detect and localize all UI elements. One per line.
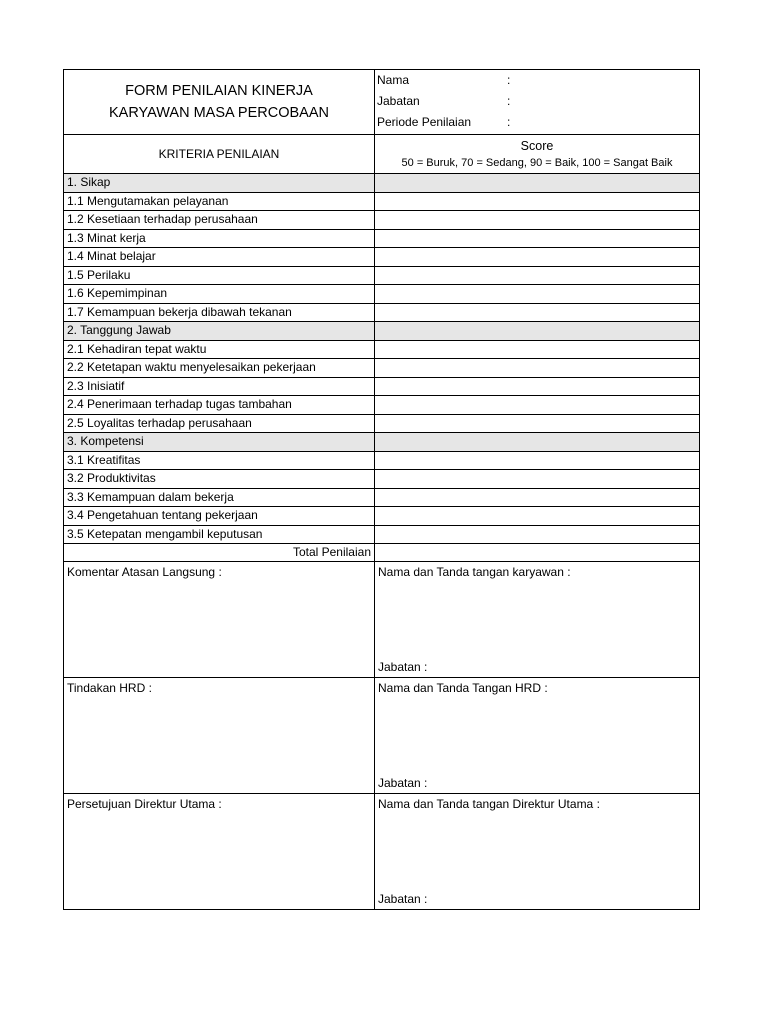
info-separator: : xyxy=(507,73,511,87)
score-cell[interactable] xyxy=(375,211,700,230)
jabatan-label: Jabatan : xyxy=(378,892,428,906)
info-label: Periode Penilaian xyxy=(377,115,472,129)
approval-row xyxy=(64,794,700,910)
approval-row xyxy=(64,678,700,794)
section-label: 1. Sikap xyxy=(64,174,375,193)
score-cell[interactable] xyxy=(375,507,700,526)
score-cell[interactable] xyxy=(375,359,700,378)
score-title: Score xyxy=(520,139,554,153)
criteria-row xyxy=(64,377,700,396)
form-title xyxy=(64,70,375,135)
section-label: 2. Tanggung Jawab xyxy=(64,322,375,341)
criteria-row xyxy=(64,192,700,211)
score-cell xyxy=(375,433,700,452)
score-cell[interactable] xyxy=(375,396,700,415)
signature-box[interactable] xyxy=(375,678,700,794)
section-row xyxy=(64,322,700,341)
score-cell[interactable] xyxy=(375,470,700,489)
score-cell[interactable] xyxy=(375,266,700,285)
approval-row xyxy=(64,562,700,678)
criteria-label: 3.2 Produktivitas xyxy=(64,470,375,489)
criteria-label: 3.3 Kemampuan dalam bekerja xyxy=(64,488,375,507)
criteria-row xyxy=(64,266,700,285)
score-cell[interactable] xyxy=(375,525,700,544)
info-separator: : xyxy=(507,94,511,108)
criteria-row xyxy=(64,414,700,433)
section-row xyxy=(64,174,700,193)
criteria-row xyxy=(64,488,700,507)
criteria-label: 1.2 Kesetiaan terhadap perusahaan xyxy=(64,211,375,230)
criteria-row xyxy=(64,229,700,248)
criteria-label: 1.5 Perilaku xyxy=(64,266,375,285)
criteria-header: KRITERIA PENILAIAN xyxy=(64,135,375,174)
criteria-row xyxy=(64,525,700,544)
criteria-label: 2.2 Ketetapan waktu menyelesaikan pekerjaan xyxy=(64,359,375,378)
column-header-row xyxy=(64,135,700,174)
score-cell[interactable] xyxy=(375,229,700,248)
signature-label: Nama dan Tanda tangan Direktur Utama : xyxy=(378,797,600,811)
criteria-label: 2.3 Inisiatif xyxy=(64,377,375,396)
section-label: 3. Kompetensi xyxy=(64,433,375,452)
criteria-label: 1.3 Minat kerja xyxy=(64,229,375,248)
score-cell[interactable] xyxy=(375,414,700,433)
criteria-row xyxy=(64,285,700,304)
score-cell[interactable] xyxy=(375,451,700,470)
section-row xyxy=(64,433,700,452)
score-cell xyxy=(375,322,700,341)
signature-box[interactable] xyxy=(375,794,700,910)
criteria-label: 2.1 Kehadiran tepat waktu xyxy=(64,340,375,359)
criteria-label: 2.5 Loyalitas terhadap perusahaan xyxy=(64,414,375,433)
info-row-periode[interactable] xyxy=(375,112,699,133)
info-separator: : xyxy=(507,115,511,129)
approval-comment-label: Tindakan HRD : xyxy=(67,681,152,695)
score-legend: 50 = Buruk, 70 = Sedang, 90 = Baik, 100 = Sangat Baik xyxy=(401,157,673,169)
criteria-label: 3.1 Kreatifitas xyxy=(64,451,375,470)
score-header xyxy=(375,135,700,174)
form-title-line2: KARYAWAN MASA PERCOBAAN xyxy=(109,105,329,121)
evaluation-form xyxy=(63,69,700,910)
info-label: Nama xyxy=(377,73,410,87)
info-row-nama[interactable] xyxy=(375,70,699,91)
score-cell[interactable] xyxy=(375,192,700,211)
criteria-row xyxy=(64,248,700,267)
signature-label: Nama dan Tanda Tangan HRD : xyxy=(378,681,548,695)
criteria-label: 3.4 Pengetahuan tentang pekerjaan xyxy=(64,507,375,526)
employee-info xyxy=(375,70,700,135)
signature-box[interactable] xyxy=(375,562,700,678)
form-title-line1: FORM PENILAIAN KINERJA xyxy=(125,83,313,99)
criteria-row xyxy=(64,396,700,415)
criteria-label: 1.6 Kepemimpinan xyxy=(64,285,375,304)
approval-comment-box[interactable] xyxy=(64,794,375,910)
score-cell[interactable] xyxy=(375,488,700,507)
approval-comment-label: Komentar Atasan Langsung : xyxy=(67,565,222,579)
info-label: Jabatan xyxy=(377,94,420,108)
total-score-cell[interactable] xyxy=(375,544,700,562)
jabatan-label: Jabatan : xyxy=(378,776,428,790)
score-cell xyxy=(375,174,700,193)
total-label: Total Penilaian xyxy=(64,544,375,562)
score-cell[interactable] xyxy=(375,377,700,396)
criteria-row xyxy=(64,303,700,322)
form-table xyxy=(63,69,700,910)
signature-label: Nama dan Tanda tangan karyawan : xyxy=(378,565,571,579)
approval-comment-box[interactable] xyxy=(64,562,375,678)
criteria-row xyxy=(64,507,700,526)
total-row xyxy=(64,544,700,562)
score-cell[interactable] xyxy=(375,248,700,267)
criteria-row xyxy=(64,451,700,470)
score-cell[interactable] xyxy=(375,303,700,322)
criteria-label: 2.4 Penerimaan terhadap tugas tambahan xyxy=(64,396,375,415)
criteria-label: 3.5 Ketepatan mengambil keputusan xyxy=(64,525,375,544)
criteria-label: 1.1 Mengutamakan pelayanan xyxy=(64,192,375,211)
criteria-row xyxy=(64,470,700,489)
criteria-label: 1.4 Minat belajar xyxy=(64,248,375,267)
criteria-row xyxy=(64,359,700,378)
criteria-label: 1.7 Kemampuan bekerja dibawah tekanan xyxy=(64,303,375,322)
score-cell[interactable] xyxy=(375,340,700,359)
criteria-row xyxy=(64,211,700,230)
criteria-row xyxy=(64,340,700,359)
approval-comment-box[interactable] xyxy=(64,678,375,794)
approval-comment-label: Persetujuan Direktur Utama : xyxy=(67,797,222,811)
score-cell[interactable] xyxy=(375,285,700,304)
header-row xyxy=(64,70,700,135)
info-row-jabatan[interactable] xyxy=(375,91,699,112)
jabatan-label: Jabatan : xyxy=(378,660,428,674)
